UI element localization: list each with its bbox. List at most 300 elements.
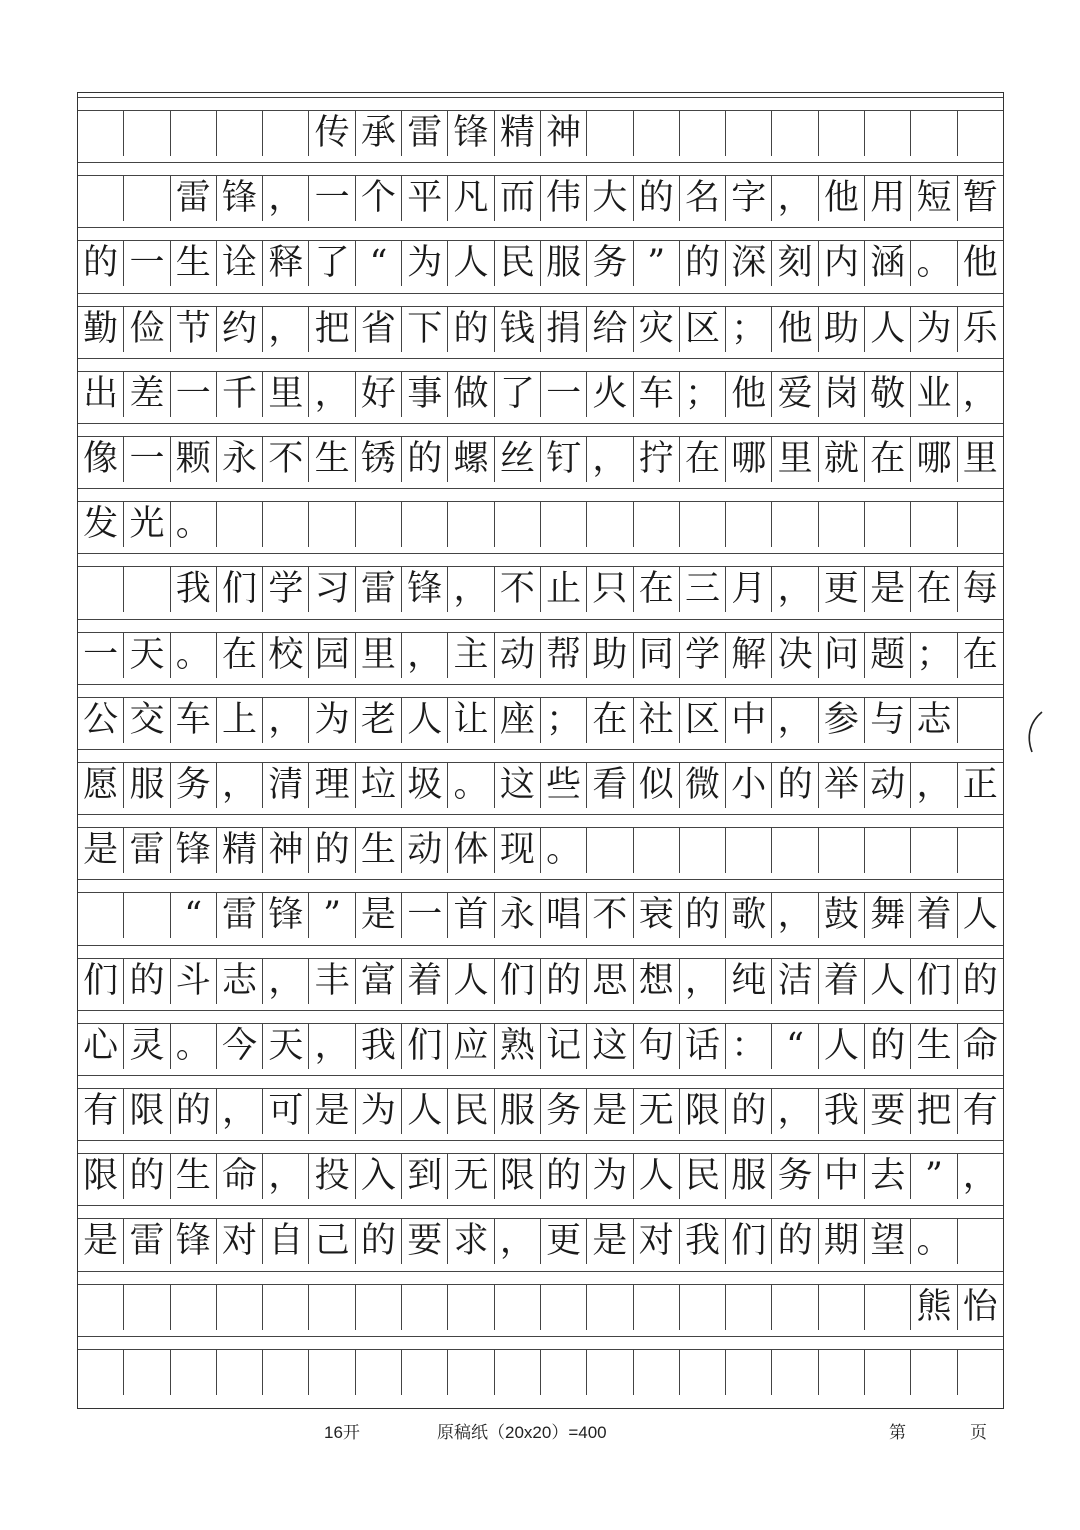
grid-cell: 清 — [263, 763, 309, 808]
grid-cell: 们 — [495, 959, 541, 1004]
grid-cell: 光 — [124, 502, 170, 547]
grid-cell: 理 — [309, 763, 355, 808]
grid-cell: 的 — [309, 828, 355, 873]
grid-cell: 人 — [819, 1024, 865, 1069]
grid-cell: 着 — [402, 959, 448, 1004]
grid-cell: 公 — [78, 698, 124, 743]
grid-cell: ， — [263, 176, 309, 221]
grid-cell: 只 — [587, 567, 633, 612]
grid-cell: 话 — [680, 1024, 726, 1069]
grid-cell: 就 — [819, 437, 865, 482]
grid-cell: 服 — [541, 241, 587, 286]
grid-cell: 举 — [819, 763, 865, 808]
grid-cell: 不 — [263, 437, 309, 482]
row-gutter — [78, 227, 1003, 241]
grid-cell — [171, 1285, 217, 1330]
grid-row — [78, 1154, 1003, 1199]
grid-cell: 这 — [587, 1024, 633, 1069]
grid-cell — [772, 111, 818, 156]
grid-cell: ， — [772, 1089, 818, 1134]
grid-cell: 富 — [356, 959, 402, 1004]
grid-cell — [726, 111, 772, 156]
row-gutter — [78, 684, 1003, 698]
grid-cell: ； — [726, 307, 772, 352]
grid-cell: 期 — [819, 1219, 865, 1264]
grid-cell: 思 — [587, 959, 633, 1004]
grid-cell: ” — [309, 893, 355, 938]
grid-cell: 入 — [356, 1154, 402, 1199]
grid-cell: 唱 — [541, 893, 587, 938]
grid-cell: ； — [911, 633, 957, 678]
grid-cell: ， — [495, 1219, 541, 1264]
grid-cell: 我 — [356, 1024, 402, 1069]
grid-cell — [217, 111, 263, 156]
grid-cell: 愿 — [78, 763, 124, 808]
page-prefix-label: 第 — [889, 1423, 906, 1442]
row-gutter — [78, 814, 1003, 828]
grid-cell — [865, 111, 911, 156]
grid-cell: 民 — [680, 1154, 726, 1199]
grid-cell: 用 — [865, 176, 911, 221]
grid-cell: ， — [217, 763, 263, 808]
grid-cell: 事 — [402, 372, 448, 417]
grid-cell: 千 — [217, 372, 263, 417]
row-gutter — [78, 553, 1003, 567]
grid-cell — [958, 1219, 1003, 1264]
grid-cell: 无 — [634, 1089, 680, 1134]
grid-cell: 的 — [865, 1024, 911, 1069]
grid-cell: 业 — [911, 372, 957, 417]
row-gutter — [78, 749, 1003, 763]
grid-cell: 出 — [78, 372, 124, 417]
grid-cell: 一 — [124, 241, 170, 286]
grid-cell: 民 — [448, 1089, 494, 1134]
grid-cell: 里 — [356, 633, 402, 678]
grid-cell: 字 — [726, 176, 772, 221]
grid-cell — [819, 1285, 865, 1330]
grid-cell: 有 — [962, 1091, 998, 1131]
grid-cell: 似 — [634, 763, 680, 808]
grid-cell: ， — [309, 1024, 355, 1069]
grid-cell: ， — [962, 1156, 998, 1197]
grid-cell: 。 — [171, 1024, 217, 1069]
grid-cell — [772, 1285, 818, 1330]
grid-cell: 精 — [495, 111, 541, 156]
grid-cell: 约 — [217, 307, 263, 352]
grid-cell: 人 — [402, 698, 448, 743]
grid-cell — [680, 828, 726, 873]
grid-cell: 的 — [962, 960, 998, 1001]
grid-cell: 首 — [448, 893, 494, 938]
row-gutter — [78, 1010, 1003, 1024]
grid-cell: 人 — [634, 1154, 680, 1199]
grid-cell — [356, 502, 402, 547]
grid-cell: 螺 — [448, 437, 494, 482]
grid-cell: 锋 — [171, 828, 217, 873]
grid-cell: 月 — [726, 567, 772, 612]
grid-cell: 锋 — [448, 111, 494, 156]
grid-cell: 怡 — [962, 1286, 998, 1327]
grid-cell: ， — [402, 633, 448, 678]
grid-cell: 里 — [962, 439, 998, 479]
grid-cell: 发 — [78, 502, 124, 547]
grid-cell: 老 — [356, 698, 402, 743]
grid-cell — [217, 502, 263, 547]
grid-cell: ； — [541, 698, 587, 743]
grid-cell — [587, 1285, 633, 1330]
grid-cell: 的 — [402, 437, 448, 482]
grid-cell: 的 — [634, 176, 680, 221]
grid-cell: 助 — [587, 633, 633, 678]
grid-row — [78, 763, 1003, 808]
grid-cell: 的 — [124, 959, 170, 1004]
grid-cell: 服 — [726, 1154, 772, 1199]
grid-cell: 无 — [448, 1154, 494, 1199]
grid-cell — [124, 111, 170, 156]
grid-cell — [78, 176, 124, 221]
grid-cell: 的 — [680, 893, 726, 938]
grid-cell — [958, 828, 1003, 873]
grid-cell — [495, 502, 541, 547]
grid-cell: 。 — [911, 241, 957, 286]
grid-cell: 了 — [309, 241, 355, 286]
grid-cell: 把 — [911, 1089, 957, 1134]
grid-cell: 在 — [587, 698, 633, 743]
grid-cell: 让 — [448, 698, 494, 743]
grid-cell: 区 — [680, 698, 726, 743]
grid-cell: ， — [772, 176, 818, 221]
grid-cell: 深 — [726, 241, 772, 286]
grid-cell — [911, 502, 957, 547]
grid-cell: 们 — [402, 1024, 448, 1069]
grid-cell: 在 — [962, 634, 998, 675]
grid-cell: 务 — [772, 1154, 818, 1199]
sheet-footer — [0, 1418, 1080, 1448]
grid-cell — [309, 1350, 355, 1395]
grid-cell: 他 — [772, 307, 818, 352]
grid-cell — [217, 1285, 263, 1330]
grid-cell: 更 — [541, 1219, 587, 1264]
grid-cell: 们 — [217, 567, 263, 612]
grid-cell: 熟 — [495, 1024, 541, 1069]
grid-cell: 学 — [680, 633, 726, 678]
grid-cell: 务 — [587, 241, 633, 286]
grid-cell: 是 — [78, 1219, 124, 1264]
grid-cell — [402, 502, 448, 547]
grid-cell — [263, 502, 309, 547]
row-gutter — [78, 1205, 1003, 1219]
grid-cell: 永 — [495, 893, 541, 938]
grid-cell: 座 — [495, 698, 541, 743]
grid-cell: 务 — [171, 763, 217, 808]
grid-cell: 止 — [541, 567, 587, 612]
grid-cell — [819, 111, 865, 156]
grid-cell: 看 — [587, 763, 633, 808]
grid-cell: 志 — [911, 698, 957, 743]
grid-cell: 为 — [309, 698, 355, 743]
grid-cell: ； — [680, 372, 726, 417]
grid-cell: 们 — [726, 1219, 772, 1264]
grid-cell: 斗 — [171, 959, 217, 1004]
grid-cell: 颗 — [171, 437, 217, 482]
grid-cell: 一 — [541, 372, 587, 417]
grid-cell: 的 — [124, 1154, 170, 1199]
grid-cell: ， — [772, 698, 818, 743]
row-gutter — [78, 1336, 1003, 1350]
grid-cell: 一 — [78, 633, 124, 678]
grid-cell: 锈 — [356, 437, 402, 482]
grid-cell: 对 — [634, 1219, 680, 1264]
grid-cell: 我 — [171, 567, 217, 612]
grid-cell — [726, 502, 772, 547]
grid-cell: 们 — [78, 959, 124, 1004]
grid-cell: 雷 — [124, 1219, 170, 1264]
grid-cell — [448, 1350, 494, 1395]
grid-row — [78, 1285, 1003, 1330]
grid-row — [78, 502, 1003, 547]
grid-cell: 洁 — [772, 959, 818, 1004]
grid-row — [78, 372, 1003, 417]
grid-cell: 传 — [309, 111, 355, 156]
grid-cell: 一 — [402, 893, 448, 938]
grid-cell: 的 — [772, 1219, 818, 1264]
grid-cell — [217, 1350, 263, 1395]
grid-cell: 大 — [587, 176, 633, 221]
grid-cell: 承 — [356, 111, 402, 156]
grid-row — [78, 1024, 1003, 1069]
grid-cell: 动 — [402, 828, 448, 873]
grid-cell: 精 — [217, 828, 263, 873]
grid-cell: 限 — [680, 1089, 726, 1134]
grid-cell — [263, 1285, 309, 1330]
grid-cell: 。 — [541, 828, 587, 873]
grid-cell: 命 — [217, 1154, 263, 1199]
grid-cell: 熊 — [911, 1285, 957, 1330]
grid-cell: 舞 — [865, 893, 911, 938]
grid-cell: 在 — [634, 567, 680, 612]
grid-cell: 哪 — [911, 437, 957, 482]
grid-cell: 决 — [772, 633, 818, 678]
grid-cell — [772, 828, 818, 873]
grid-cell: “ — [772, 1024, 818, 1069]
grid-cell — [124, 1285, 170, 1330]
grid-cell: 到 — [402, 1154, 448, 1199]
grid-cell — [448, 1285, 494, 1330]
grid-cell: ， — [263, 698, 309, 743]
grid-cell: 对 — [217, 1219, 263, 1264]
grid-cell: 是 — [356, 893, 402, 938]
grid-cell: 有 — [78, 1089, 124, 1134]
grid-cell: 三 — [680, 567, 726, 612]
grid-cell: 每 — [962, 569, 998, 610]
grid-cell: 在 — [217, 633, 263, 678]
grid-cell — [911, 1350, 957, 1395]
grid-row — [78, 1350, 1003, 1395]
grid-cell: 雷 — [124, 828, 170, 873]
grid-cell: 天 — [263, 1024, 309, 1069]
grid-cell: 释 — [263, 241, 309, 286]
grid-cell — [309, 502, 355, 547]
grid-cell: 想 — [634, 959, 680, 1004]
grid-cell: 人 — [962, 895, 998, 936]
grid-row — [78, 241, 1003, 286]
grid-cell: 他 — [726, 372, 772, 417]
grid-row — [78, 1089, 1003, 1134]
page-suffix-label: 页 — [970, 1423, 987, 1442]
grid-cell: 下 — [402, 307, 448, 352]
grid-cell: 他 — [962, 243, 998, 284]
grid-cell: 短 — [911, 176, 957, 221]
grid-cell: 自 — [263, 1219, 309, 1264]
grid-cell: 他 — [819, 176, 865, 221]
grid-cell — [911, 828, 957, 873]
grid-cell: 永 — [217, 437, 263, 482]
grid-cell — [78, 893, 124, 938]
grid-cell: 灵 — [124, 1024, 170, 1069]
grid-cell: ， — [263, 307, 309, 352]
edge-pen-mark — [1020, 708, 1060, 758]
grid-cell — [495, 1285, 541, 1330]
grid-cell: 区 — [680, 307, 726, 352]
grid-cell: 鼓 — [819, 893, 865, 938]
grid-cell: 里 — [772, 437, 818, 482]
grid-cell — [171, 111, 217, 156]
grid-cell: 生 — [911, 1024, 957, 1069]
row-gutter — [78, 879, 1003, 893]
grid-cell: 习 — [309, 567, 355, 612]
grid-cell: 们 — [911, 959, 957, 1004]
grid-cell: ， — [448, 567, 494, 612]
grid-cell — [865, 1285, 911, 1330]
grid-cell: 好 — [356, 372, 402, 417]
grid-cell — [356, 1285, 402, 1330]
grid-cell: 人 — [448, 959, 494, 1004]
grid-cell: ， — [772, 893, 818, 938]
grid-cell — [124, 1350, 170, 1395]
grid-row — [78, 828, 1003, 873]
grid-cell: 一 — [171, 372, 217, 417]
row-gutter — [78, 293, 1003, 307]
grid-cell: 更 — [819, 567, 865, 612]
grid-cell: 民 — [495, 241, 541, 286]
grid-cell: 人 — [865, 959, 911, 1004]
grid-cell — [726, 1350, 772, 1395]
grid-cell — [772, 1350, 818, 1395]
grid-cell — [587, 828, 633, 873]
grid-cell — [911, 111, 957, 156]
grid-cell — [634, 502, 680, 547]
grid-row — [78, 307, 1003, 352]
grid-cell: 的 — [772, 763, 818, 808]
grid-cell — [78, 567, 124, 612]
grid-cell — [680, 111, 726, 156]
grid-cell: 小 — [726, 763, 772, 808]
grid-cell: 句 — [634, 1024, 680, 1069]
grid-cell: ， — [680, 959, 726, 1004]
grid-cell: 园 — [309, 633, 355, 678]
row-gutter — [78, 488, 1003, 502]
grid-cell: 天 — [124, 633, 170, 678]
grid-cell: 刻 — [772, 241, 818, 286]
grid-cell: ： — [726, 1024, 772, 1069]
grid-cell — [541, 1285, 587, 1330]
grid-cell: 题 — [865, 633, 911, 678]
grid-cell: 给 — [587, 307, 633, 352]
grid-cell: 人 — [402, 1089, 448, 1134]
grid-cell: 拧 — [634, 437, 680, 482]
grid-cell — [309, 1285, 355, 1330]
grid-cell: 而 — [495, 176, 541, 221]
grid-cell: 己 — [309, 1219, 355, 1264]
grid-cell: ” — [634, 241, 680, 286]
grid-cell: 勤 — [78, 307, 124, 352]
grid-cell: 俭 — [124, 307, 170, 352]
grid-cell: 为 — [911, 307, 957, 352]
grid-cell: 务 — [541, 1089, 587, 1134]
grid-cell — [448, 502, 494, 547]
grid-cell: 中 — [819, 1154, 865, 1199]
grid-cell: 的 — [356, 1219, 402, 1264]
grid-cell: 人 — [448, 241, 494, 286]
grid-cell: 服 — [495, 1089, 541, 1134]
grid-cell: 的 — [541, 1154, 587, 1199]
grid-cell: 捐 — [541, 307, 587, 352]
grid-cell: 是 — [865, 567, 911, 612]
grid-cell: 省 — [356, 307, 402, 352]
grid-cell — [78, 1350, 124, 1395]
grid-cell: ， — [772, 567, 818, 612]
grid-cell: 一 — [309, 176, 355, 221]
grid-cell: ” — [911, 1154, 957, 1199]
grid-cell: 生 — [309, 437, 355, 482]
grid-cell: 要 — [865, 1089, 911, 1134]
grid-cell: 做 — [448, 372, 494, 417]
grid-cell: 是 — [587, 1089, 633, 1134]
grid-cell: 了 — [495, 372, 541, 417]
grid-cell: 暂 — [962, 178, 998, 219]
grid-cell: 名 — [680, 176, 726, 221]
row-gutter — [78, 97, 1003, 111]
grid-cell — [958, 111, 1003, 156]
grid-cell: 可 — [263, 1089, 309, 1134]
grid-cell: 在 — [865, 437, 911, 482]
grid-cell: 要 — [402, 1219, 448, 1264]
grid-cell: 神 — [263, 828, 309, 873]
grid-cell: ， — [309, 372, 355, 417]
grid-cell — [634, 828, 680, 873]
grid-cell: 车 — [634, 372, 680, 417]
grid-cell: 参 — [819, 698, 865, 743]
grid-cell: 。 — [911, 1219, 957, 1264]
grid-cell: 动 — [865, 763, 911, 808]
grid-cell: 生 — [171, 1154, 217, 1199]
row-gutter — [78, 1140, 1003, 1154]
grid-cell: 主 — [448, 633, 494, 678]
grid-cell — [78, 1285, 124, 1330]
grid-cell: 服 — [124, 763, 170, 808]
grid-cell: 助 — [819, 307, 865, 352]
grid-cell: 一 — [124, 437, 170, 482]
row-gutter — [78, 619, 1003, 633]
grid-cell: 不 — [495, 567, 541, 612]
grid-cell — [124, 567, 170, 612]
grid-cell — [680, 502, 726, 547]
grid-cell: 伟 — [541, 176, 587, 221]
grid-cell: 歌 — [726, 893, 772, 938]
grid-cell: 动 — [495, 633, 541, 678]
grid-cell: 为 — [356, 1089, 402, 1134]
grid-cell: 同 — [634, 633, 680, 678]
